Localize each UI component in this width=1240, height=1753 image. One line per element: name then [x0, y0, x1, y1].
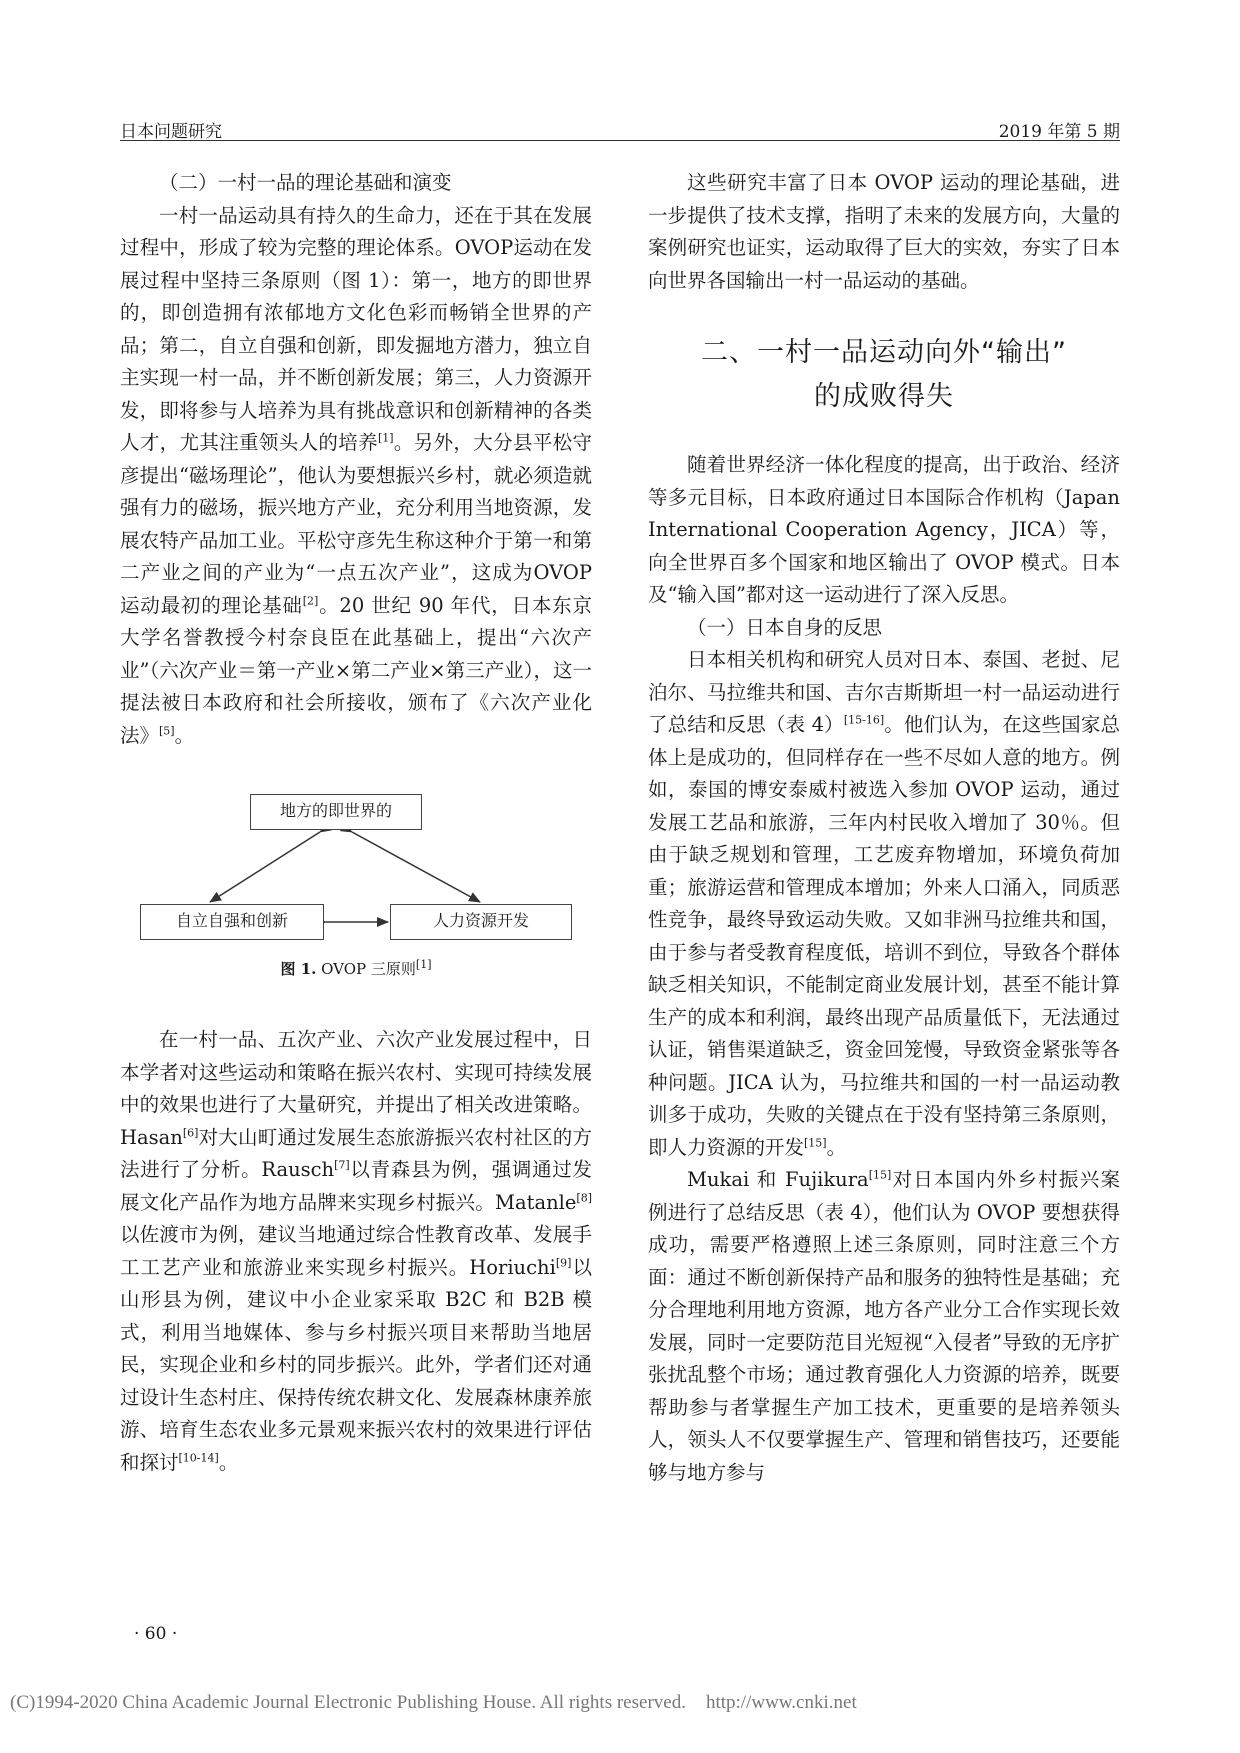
citation: [5]	[159, 724, 175, 737]
principle-box-self-reliance: 自立自强和创新	[140, 904, 324, 940]
citation: [1]	[377, 431, 394, 445]
citation: [15-16]	[843, 713, 885, 727]
paragraph	[648, 644, 1120, 1164]
section-title	[648, 331, 1120, 419]
text-run: 对日本国内外乡村振兴案例进行了总结反思（表 4），他们认为 OVOP 要想获得成功，需要严格遵照上述三条原则，同时注意三个方面：通过不断创新保持产品和服务的独特性是基础；充分合理地利用地方资源，地方各产业分工合作实现长效发展，同时一定要防范目光短视“入侵者”导致的无序扩张扰乱整个市场；通过教育强化人力资源的培养，既要帮助参与者掌握生产加工技术，更重要的是培养领头人，领头人不仅要掌握生产、管理和销售技巧，还要能够与地方参与	[648, 1168, 1120, 1484]
subsection-heading: （二）一村一品的理论基础和演变	[159, 171, 452, 194]
paragraph: 这些研究丰富了日本 OVOP 运动的理论基础，进一步提供了技术支撑，指明了未来的发展方向，大量的案例研究也证实，运动取得了巨大的实效，夯实了日本向世界各国输出一村一品运动的基础。	[648, 171, 1120, 292]
text-run: 。20 世纪 90 年代，日本东京大学名誉教授今村奈良臣在此基础上，提出“六次产业”（六次产业＝第一产业×第二产业×第三产业），这一提法被日本政府和社会所接收，颁布了《六次产业化法》	[120, 593, 592, 747]
citation: [6]	[182, 1126, 199, 1139]
subsection-heading: （一）日本自身的反思	[687, 615, 883, 639]
header-rule	[120, 140, 1120, 141]
copyright-footer	[10, 1692, 1230, 1714]
citation: [10-14]	[178, 1451, 219, 1464]
text-run: 。他们认为，在这些国家总体上是成功的，但同样存在一些不尽如人意的地方。例如，泰国的博安泰威村被选入参加 OVOP 运动，通过发展工艺品和旅游，三年内村民收入增加了 30％。但由于缺乏规划和管理，工艺废弃物增加，环境负荷加重；旅游运营和管理成本增加；外来人口涌入，同质恶性竞争，最终导致运动失败。又如非洲马拉维共和国，由于参与者受教育程度低，培训不到位，导致各个群体缺乏相关知识，不能制定商业发展计划，甚至不能计算生产的成本和利润，最终出现产品质量低下，无法通过认证，销售渠道缺乏，资金回笼慢，导致资金紧张等各种问题。JICA 认为，马拉维共和国的一村一品运动教训多于成功，失败的关键点在于没有坚持第三条原则，即人力资源的开发	[648, 713, 1120, 1159]
paragraph: 随着世界经济一体化程度的提高，出于政治、经济等多元目标，日本政府通过日本国际合作机构（Japan International Cooperation Agency，JICA）等，向全世界百多个国家和地区输出了 OVOP 模式。日本及“输入国”都对这一运动进行了深入反思。	[648, 453, 1120, 606]
journal-name: 日本问题研究	[120, 122, 222, 142]
section-title-line-1: 二、一村一品运动向外“输出”	[701, 337, 1067, 368]
caption-text: OVOP 三原则	[316, 960, 416, 978]
text-run: 在一村一品、五次产业、六次产业发展过程中，日本学者对这些运动和策略在振兴农村、实现可持续发展中的效果也进行了大量研究，并提出了相关改进策略。Hasan	[120, 1028, 592, 1149]
text-run: 日本相关机构和研究人员对日本、泰国、老挝、尼泊尔、马拉维共和国、吉尔吉斯斯坦一村一品运动进行了总结和反思（表 4）	[648, 648, 1120, 736]
issue-label: 2019 年第 5 期	[998, 122, 1120, 142]
citation: [9]	[555, 1256, 572, 1269]
text-run: 以青森县为例，强调通过发展文化产品作为地方品牌来实现乡村振兴。Matanle	[120, 1158, 592, 1214]
citation: [2]	[302, 594, 319, 607]
text-run: 。另外，大分县平松守彦提出“磁场理论”，他认为要想振兴乡村，就必须造就强有力的磁场，振兴地方产业，充分利用当地资源，发展农特产品加工业。平松守彦先生称这种介于第一和第二产业之间的产业为“一点五次产业”，这成为OVOP 运动最初的理论基础	[120, 431, 592, 617]
citation: [15]	[868, 1168, 892, 1182]
page-number: · 60 ·	[134, 1624, 178, 1644]
text-run: 以山形县为例，建议中小企业家采取 B2C 和 B2B 模式，利用当地媒体、参与乡村振兴项目来帮助当地居民，实现企业和乡村的同步振兴。此外，学者们还对通过设计生态村庄、保持传统农耕文化、发展森林康养旅游、培育生态农业多元景观来振兴农村的效果进行评估和探讨	[120, 1255, 592, 1474]
citation: [1]	[415, 958, 432, 971]
caption-label: 图 1.	[280, 960, 317, 978]
paragraph	[648, 1164, 1120, 1489]
text-run: 以佐渡市为例，建议当地通过综合性教育改革、发展手工工艺产业和旅游业来实现乡村振兴。Horiuchi	[120, 1223, 592, 1279]
citation: [15]	[804, 1136, 827, 1149]
principle-box-human-resources: 人力资源开发	[390, 904, 572, 940]
principle-box-local-global: 地方的即世界的	[250, 794, 422, 830]
copyright-text: (C)1994-2020 China Academic Journal Electronic Publishing House. All rights reserved.	[10, 1692, 686, 1713]
text-run: 对大山町通过发展生态旅游振兴农村社区的方法进行了分析。Rausch	[120, 1125, 592, 1181]
figure-caption	[120, 958, 592, 979]
arrow-top-left	[210, 832, 320, 902]
footer-url[interactable]: http://www.cnki.net	[705, 1692, 857, 1713]
arrow-top-right	[352, 832, 480, 902]
text-run: Mukai 和 Fujikura	[687, 1168, 869, 1191]
paragraph	[120, 200, 592, 753]
section-title-line-2: 的成败得失	[814, 381, 954, 412]
paragraph	[120, 1024, 592, 1479]
text-run: 。	[174, 723, 195, 747]
text-run: 。	[826, 1135, 847, 1159]
text-run: 一村一品运动具有持久的生命力，还在于其在发展过程中，形成了较为完整的理论体系。OVOP运动在发展过程中坚持三条原则（图 1）：第一，地方的即世界的，即创造拥有浓郁地方文化色彩而畅销全世界的产品；第二，自立自强和创新，即发掘地方潜力，独立自主实现一村一品，并不断创新发展；第三，人力资源开发，即将参与人培养为具有挑战意识和创新精神的各类人才，尤其注重领头人的培养	[120, 203, 592, 454]
citation: [8]	[576, 1191, 592, 1204]
text-run: 。	[218, 1450, 239, 1474]
citation: [7]	[334, 1158, 350, 1172]
left-column	[120, 167, 592, 1479]
right-column	[648, 167, 1120, 1489]
figure-ovop-principles	[120, 772, 592, 984]
